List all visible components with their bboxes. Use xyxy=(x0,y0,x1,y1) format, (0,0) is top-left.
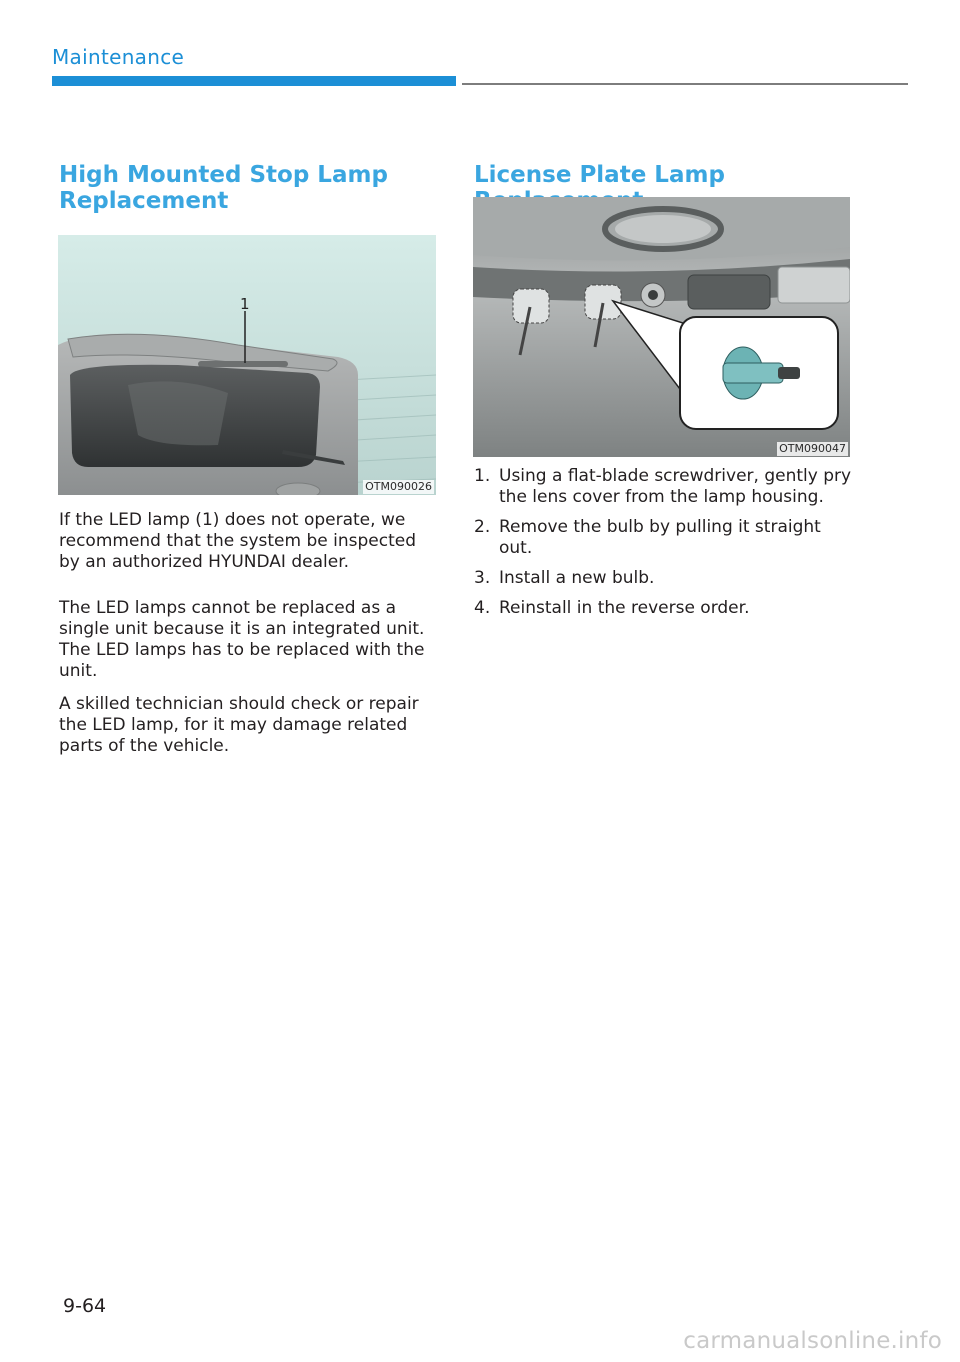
figure-code: OTM090047 xyxy=(779,442,846,455)
step-number: 2. xyxy=(474,517,491,537)
paragraph: The LED lamps cannot be replaced as a single unit because it is an integrated unit. The LED lamps has to be replaced with the unit. xyxy=(59,598,425,681)
list-item xyxy=(474,568,854,589)
figure-code: OTM090026 xyxy=(365,480,432,493)
tailgate-illustration xyxy=(473,197,850,457)
step-number: 3. xyxy=(474,568,491,588)
step-number: 4. xyxy=(474,598,491,618)
figure-callout-1: 1 xyxy=(240,295,250,313)
step-text: Remove the bulb by pulling it straight out. xyxy=(499,517,821,558)
page-number: 9-64 xyxy=(63,1295,107,1317)
list-item xyxy=(474,466,854,508)
left-heading-line1: High Mounted Stop Lamp xyxy=(59,162,388,188)
header-rule-accent xyxy=(52,76,456,86)
stop-lamp-figure xyxy=(58,235,436,495)
section-title: Maintenance xyxy=(52,45,185,69)
rear-spoiler-illustration xyxy=(58,235,436,495)
step-text: Install a new bulb. xyxy=(499,568,655,588)
step-number: 1. xyxy=(474,466,491,486)
left-heading xyxy=(59,162,449,214)
paragraph: If the LED lamp (1) does not operate, we recommend that the system be inspected by an authorized HYUNDAI dealer. xyxy=(59,510,416,572)
list-item xyxy=(474,598,854,619)
left-heading-line2: Replacement xyxy=(59,188,229,214)
paragraph: A skilled technician should check or repair the LED lamp, for it may damage related parts of the vehicle. xyxy=(59,694,419,756)
step-text: Using a flat-blade screwdriver, gently pry the lens cover from the lamp housing. xyxy=(499,466,852,507)
header-rule xyxy=(462,83,908,85)
step-text: Reinstall in the reverse order. xyxy=(499,598,750,618)
steps-list xyxy=(474,466,854,628)
license-lamp-figure xyxy=(473,197,850,457)
watermark[interactable]: carmanualsonline.info xyxy=(683,1328,942,1354)
right-heading: License Plate Lamp xyxy=(474,162,725,188)
list-item xyxy=(474,517,854,559)
